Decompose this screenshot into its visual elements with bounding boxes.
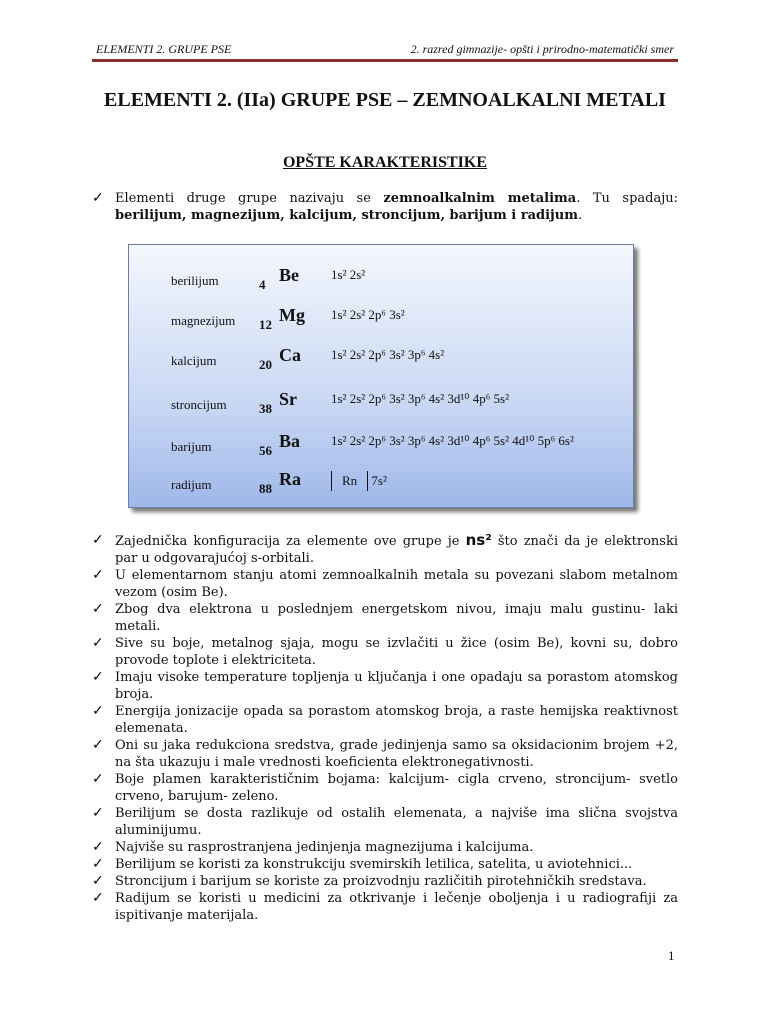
header-divider — [92, 59, 678, 62]
list-item: ✓ Berilijum se koristi za konstrukciju svemirskih letilica, satelita, u aviotehnici... — [92, 856, 633, 872]
element-name: berilijum — [171, 273, 219, 288]
checkmark-icon: ✓ — [92, 805, 104, 821]
checkmark-icon: ✓ — [92, 190, 104, 206]
element-row — [129, 431, 633, 461]
element-symbol: Ca — [279, 345, 301, 365]
list-item: ✓ Oni su jaka redukciona sredstva, grade jedinjenja samo sa oksidacionim brojem +2, na šta ukazuju i male vrednosti koeficienta elektronegativnosti. — [92, 737, 678, 770]
list-item: ✓ Boje plamen karakterističnim bojama: kalcijum- cigla crveno, stroncijum- svetlo crveno, barujum- zeleno. — [92, 771, 678, 804]
atomic-number: 4 — [259, 277, 266, 292]
checkmark-icon: ✓ — [92, 635, 104, 651]
valence-configuration: 7s² — [371, 473, 387, 488]
element-symbol: Ba — [279, 431, 301, 451]
electron-configuration: 1s² 2s² 2p⁶ 3s² — [331, 307, 405, 322]
noble-gas-core: Rn — [331, 471, 368, 491]
list-item: ✓ Sive su boje, metalnog sjaja, mogu se izvlačiti u žice (osim Be), kovni su, dobro provode toplote i elektriciteta. — [92, 635, 678, 668]
element-name: kalcijum — [171, 353, 217, 368]
page-title: ELEMENTI 2. (IIa) GRUPE PSE – ZEMNOALKALNI METALI — [104, 89, 666, 111]
page-number: 1 — [668, 948, 675, 963]
page-header — [92, 42, 678, 60]
element-name: magnezijum — [171, 313, 236, 328]
list-item: ✓ Berilijum se dosta razlikuje od ostalih elemenata, a najviše ima slična svojstva aluminijumu. — [92, 805, 678, 838]
checkmark-icon: ✓ — [92, 771, 104, 787]
header-left: ELEMENTI 2. GRUPE PSE — [96, 42, 232, 56]
electron-configuration-box — [128, 244, 634, 508]
checkmark-icon: ✓ — [92, 856, 104, 872]
element-row — [129, 305, 633, 335]
atomic-number: 38 — [259, 401, 272, 416]
list-item: ✓ Energija jonizacije opada sa porastom atomskog broja, a raste hemijska reaktivnost elemenata. — [92, 703, 678, 736]
checkmark-icon: ✓ — [92, 601, 104, 617]
element-symbol: Be — [279, 265, 299, 285]
electron-configuration: 1s² 2s² — [331, 267, 366, 282]
element-symbol: Sr — [279, 389, 297, 409]
electron-configuration — [331, 471, 387, 491]
list-item: ✓ U elementarnom stanju atomi zemnoalkalnih metala su povezani slabom metalnom vezom (osim Be). — [92, 567, 678, 600]
checkmark-icon: ✓ — [92, 703, 104, 719]
element-row — [129, 265, 633, 295]
checkmark-icon: ✓ — [92, 873, 104, 889]
element-name: barijum — [171, 439, 212, 454]
element-name: stroncijum — [171, 397, 227, 412]
checkmark-icon: ✓ — [92, 839, 104, 855]
checkmark-icon: ✓ — [92, 532, 104, 548]
section-heading: OPŠTE KARAKTERISTIKE — [282, 154, 488, 171]
header-right: 2. razred gimnazije- opšti i prirodno-matematički smer — [410, 42, 674, 56]
atomic-number: 88 — [259, 481, 272, 496]
element-symbol: Mg — [279, 305, 305, 325]
list-item: ✓ Stroncijum i barijum se koriste za proizvodnju različitih pirotehničkih sredstava. — [92, 873, 647, 889]
checkmark-icon: ✓ — [92, 890, 104, 906]
element-row — [129, 389, 633, 419]
element-row — [129, 345, 633, 375]
properties-list — [92, 532, 678, 924]
list-item: ✓ Imaju visoke temperature topljenja u ključanja i one opadaju sa porastom atomskog broja. — [92, 669, 678, 702]
list-item: ✓ Najviše su rasprostranjena jedinjenja magnezijuma i kalcijuma. — [92, 839, 534, 855]
atomic-number: 56 — [259, 443, 272, 458]
atomic-number: 20 — [259, 357, 272, 372]
checkmark-icon: ✓ — [92, 669, 104, 685]
electron-configuration: 1s² 2s² 2p⁶ 3s² 3p⁶ 4s² — [331, 347, 445, 362]
electron-configuration: 1s² 2s² 2p⁶ 3s² 3p⁶ 4s² 3d¹⁰ 4p⁶ 5s² — [331, 391, 509, 406]
element-name: radijum — [171, 477, 212, 492]
electron-configuration: 1s² 2s² 2p⁶ 3s² 3p⁶ 4s² 3d¹⁰ 4p⁶ 5s² 4d¹⁰ 5p⁶ 6s² — [331, 433, 574, 448]
intro-list — [92, 190, 678, 224]
checkmark-icon: ✓ — [92, 567, 104, 583]
list-item: ✓ Zajednička konfiguracija za elemente ove grupe je ns² što znači da je elektronski par u odgovarajućoj s-orbitali. — [92, 531, 678, 566]
atomic-number: 12 — [259, 317, 272, 332]
checkmark-icon: ✓ — [92, 737, 104, 753]
ns2-formula: ns² — [465, 531, 492, 549]
element-row — [129, 469, 633, 499]
list-item-intro: ✓ Elementi druge grupe nazivaju se zemnoalkalnim metalima. Tu spadaju: berilijum, magnezijum, kalcijum, stroncijum, barijum i radijum. — [92, 190, 678, 223]
element-symbol: Ra — [279, 469, 301, 489]
list-item: ✓ Radijum se koristi u medicini za otkrivanje i lečenje oboljenja i u radiografiji za ispitivanje materijala. — [92, 890, 678, 923]
list-item: ✓ Zbog dva elektrona u poslednjem energetskom nivou, imaju malu gustinu- laki metali. — [92, 601, 678, 634]
